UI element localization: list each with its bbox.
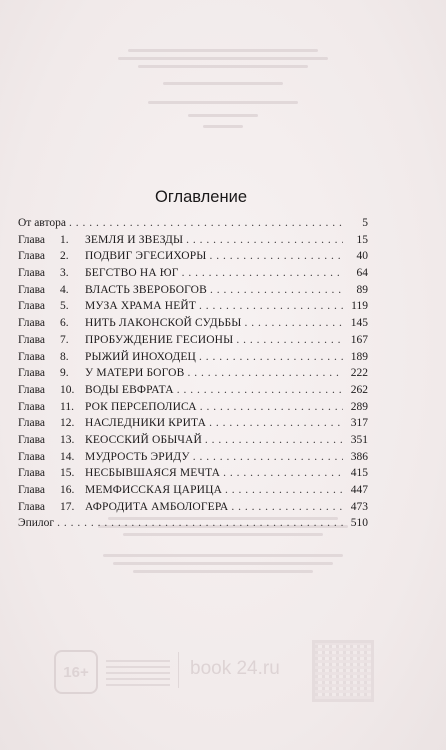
chapter-title: РОК ПЕРСЕПОЛИСА: [85, 400, 197, 413]
dot-leader: [209, 248, 343, 265]
toc-page-number: 222: [350, 367, 368, 380]
toc-entry-chapter[interactable]: [18, 365, 368, 382]
toc-page-number: 289: [350, 400, 368, 413]
chapter-title: ВОДЫ ЕВФРАТА: [85, 383, 174, 396]
toc-entry-chapter[interactable]: [18, 415, 368, 432]
dot-leader: [225, 482, 343, 499]
toc-entry-chapter[interactable]: [18, 382, 368, 399]
dot-leader: [57, 515, 343, 532]
chapter-number: 10.: [60, 383, 75, 396]
toc-page-number: 447: [350, 484, 368, 496]
qr-code-icon: [312, 640, 374, 702]
chapter-title: ПРОБУЖДЕНИЕ ГЕСИОНЫ: [85, 333, 234, 346]
imprint-small-print: [106, 656, 170, 690]
table-of-contents: [18, 188, 368, 532]
chapter-number: 1.: [60, 233, 69, 246]
toc-entry-chapter[interactable]: [18, 265, 368, 282]
dot-leader: [209, 415, 343, 432]
chapter-prefix: Глава: [18, 250, 46, 263]
chapter-number: 7.: [60, 333, 69, 346]
toc-page-number: 89: [356, 283, 368, 296]
toc-page-number: 351: [350, 433, 368, 446]
chapter-number: 2.: [60, 250, 69, 263]
chapter-prefix: Глава: [18, 417, 46, 430]
chapter-prefix: Глава: [18, 317, 46, 330]
chapter-prefix: Глава: [18, 233, 46, 246]
chapter-title: АФРОДИТА АМБОЛОГЕРА: [85, 500, 229, 513]
toc-entry-label: От автора: [18, 217, 66, 229]
toc-page-number: 386: [350, 450, 368, 463]
chapter-title: ПОДВИГ ЭГЕСИХОРЫ: [85, 250, 207, 263]
chapter-title: РЫЖИЙ ИНОХОДЕЦ: [85, 350, 196, 363]
toc-entry-chapter[interactable]: [18, 232, 368, 249]
chapter-number: 5.: [60, 300, 69, 313]
dot-leader: [182, 265, 343, 282]
chapter-title: КЕОССКИЙ ОБЫЧАЙ: [85, 433, 202, 446]
chapter-title: ВЛАСТЬ ЗВЕРОБОГОВ: [85, 283, 207, 296]
chapter-prefix: Глава: [18, 383, 46, 396]
chapter-prefix: Глава: [18, 467, 46, 480]
toc-entry-epilogue[interactable]: [18, 515, 368, 532]
chapter-prefix: Глава: [18, 450, 46, 463]
chapter-prefix: Глава: [18, 484, 46, 496]
chapter-number: 14.: [60, 450, 75, 463]
chapter-title: НЕСБЫВШАЯСЯ МЕЧТА: [85, 467, 221, 480]
dot-leader: [205, 432, 343, 449]
toc-entry-chapter[interactable]: [18, 332, 368, 349]
toc-entry-chapter[interactable]: [18, 282, 368, 299]
toc-page-number: 40: [356, 250, 368, 263]
chapter-prefix: Глава: [18, 283, 46, 296]
chapter-title: НАСЛЕДНИКИ КРИТА: [85, 417, 207, 430]
toc-entry-chapter[interactable]: [18, 298, 368, 315]
chapter-number: 3.: [60, 267, 69, 280]
chapter-title: МЕМФИССКАЯ ЦАРИЦА: [85, 484, 223, 496]
dot-leader: [199, 349, 343, 366]
dot-leader: [193, 449, 343, 466]
chapter-prefix: Глава: [18, 350, 46, 363]
toc-page-number: 415: [350, 467, 368, 480]
dot-leader: [69, 215, 343, 232]
toc-page-number: 510: [350, 517, 368, 530]
toc-page-number: 5: [362, 217, 368, 229]
chapter-title: НИТЬ ЛАКОНСКОЙ СУДЬБЫ: [85, 317, 242, 330]
chapter-prefix: Глава: [18, 300, 46, 313]
age-rating-badge: 16+: [54, 650, 98, 694]
chapter-number: 13.: [60, 433, 75, 446]
dot-leader: [244, 315, 343, 332]
chapter-number: 15.: [60, 467, 75, 480]
bleed-through-top: [0, 44, 446, 133]
dot-leader: [236, 332, 343, 349]
toc-page-number: 189: [350, 350, 368, 363]
chapter-title: МУЗА ХРАМА НЕЙТ: [85, 300, 197, 313]
toc-entry-chapter[interactable]: [18, 465, 368, 482]
toc-entry-chapter[interactable]: [18, 315, 368, 332]
chapter-prefix: Глава: [18, 267, 46, 280]
chapter-title: ЗЕМЛЯ И ЗВЕЗДЫ: [85, 233, 184, 246]
chapter-prefix: Глава: [18, 500, 46, 513]
toc-title: Оглавление: [155, 188, 247, 206]
toc-page-number: 262: [350, 383, 368, 396]
chapter-number: 4.: [60, 283, 69, 296]
chapter-prefix: Глава: [18, 433, 46, 446]
chapter-number: 6.: [60, 317, 69, 330]
toc-page-number: 473: [350, 500, 368, 513]
dot-leader: [200, 399, 343, 416]
chapter-prefix: Глава: [18, 333, 46, 346]
toc-page-number: 167: [350, 333, 368, 346]
toc-entry-chapter[interactable]: [18, 248, 368, 265]
dot-leader: [186, 232, 343, 249]
chapter-prefix: Глава: [18, 367, 46, 380]
toc-entry-chapter[interactable]: [18, 349, 368, 366]
dot-leader: [231, 499, 343, 516]
toc-page-number: 15: [356, 233, 368, 246]
toc-entry-chapter[interactable]: [18, 482, 368, 499]
toc-entry-chapter[interactable]: [18, 449, 368, 466]
toc-page-number: 64: [356, 267, 368, 280]
chapter-number: 9.: [60, 367, 69, 380]
chapter-title: БЕГСТВО НА ЮГ: [85, 267, 179, 280]
dot-leader: [177, 382, 343, 399]
chapter-number: 11.: [60, 400, 74, 413]
chapter-prefix: Глава: [18, 400, 46, 413]
chapter-number: 12.: [60, 417, 75, 430]
toc-page-number: 119: [351, 300, 368, 313]
dot-leader: [223, 465, 343, 482]
toc-page-number: 145: [350, 317, 368, 330]
toc-entry-chapter[interactable]: [18, 399, 368, 416]
toc-entry-chapter[interactable]: [18, 499, 368, 516]
toc-entry-intro[interactable]: [18, 215, 368, 232]
dot-leader: [199, 298, 343, 315]
chapter-title: У МАТЕРИ БОГОВ: [85, 367, 185, 380]
chapter-number: 16.: [60, 484, 75, 496]
toc-page-number: 317: [350, 417, 368, 430]
divider: [178, 652, 179, 688]
chapter-number: 17.: [60, 500, 75, 513]
chapter-title: МУДРОСТЬ ЭРИДУ: [85, 450, 190, 463]
toc-entry-label: Эпилог: [18, 517, 55, 530]
toc-entry-chapter[interactable]: [18, 432, 368, 449]
brand-logo: book 24.ru: [190, 658, 280, 679]
chapter-number: 8.: [60, 350, 69, 363]
dot-leader: [187, 365, 343, 382]
dot-leader: [210, 282, 343, 299]
